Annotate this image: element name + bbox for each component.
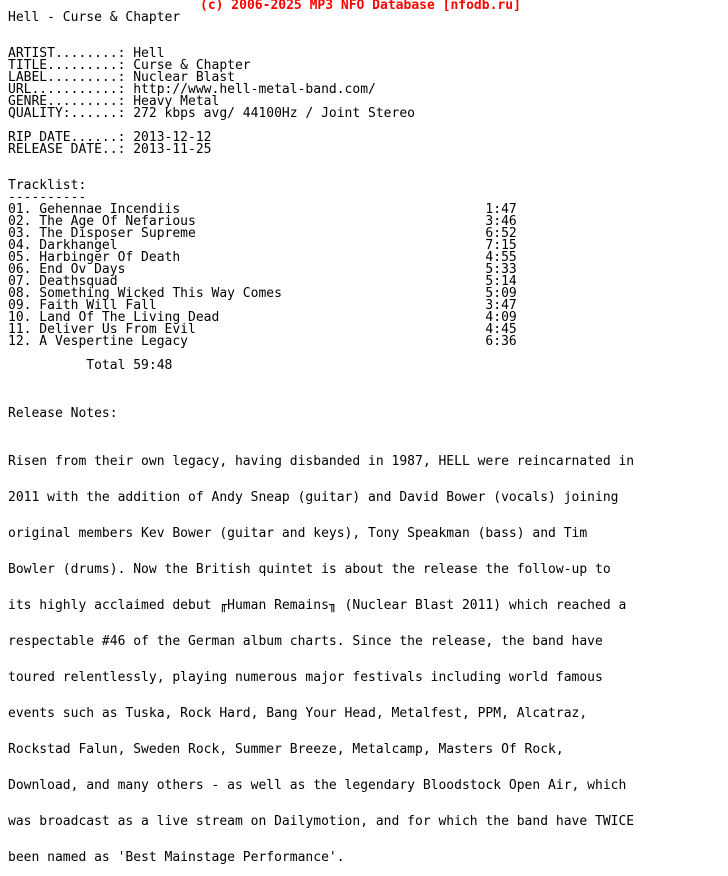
release-notes-heading: Release Notes: bbox=[8, 406, 118, 421]
track-row: 12. A Vespertine Legacy 6:36 bbox=[8, 334, 517, 349]
track-row: 07. Deathsquad 5:14 bbox=[8, 274, 517, 289]
artist-line: ARTIST........: Hell bbox=[8, 46, 165, 61]
genre-line: GENRE.........: Heavy Metal bbox=[8, 94, 220, 109]
track-row: 02. The Age Of Nefarious 3:46 bbox=[8, 214, 517, 229]
release-notes-line: Risen from their own legacy, having disbanded in 1987, HELL were reincarnated in bbox=[8, 454, 635, 469]
release-notes-body bbox=[8, 432, 634, 876]
tracklist-heading: Tracklist: bbox=[8, 178, 87, 193]
release-notes-line: Rockstad Falun, Sweden Rock, Summer Breeze, Metalcamp, Masters Of Rock, bbox=[8, 742, 564, 757]
track-row: 04. Darkhangel 7:15 bbox=[8, 238, 517, 253]
release-date-line: RELEASE DATE..: 2013-11-25 bbox=[8, 142, 212, 157]
quality-line: QUALITY:......: 272 kbps avg/ 44100Hz / Joint Stereo bbox=[8, 106, 415, 121]
release-notes-line: toured relentlessly, playing numerous major festivals including world famous bbox=[8, 670, 603, 685]
release-notes-line: respectable #46 of the German album charts. Since the release, the band have bbox=[8, 634, 603, 649]
track-list bbox=[8, 204, 517, 348]
release-notes-line: events such as Tuska, Rock Hard, Bang Your Head, Metalfest, PPM, Alcatraz, bbox=[8, 706, 588, 721]
release-notes-line: its highly acclaimed debut ╓Human Remains╖ (Nuclear Blast 2011) which reached a bbox=[8, 598, 627, 613]
track-row: 10. Land Of The Living Dead 4:09 bbox=[8, 310, 517, 325]
total-time: Total 59:48 bbox=[8, 358, 173, 373]
track-row: 08. Something Wicked This Way Comes 5:09 bbox=[8, 286, 517, 301]
release-notes-line: been named as 'Best Mainstage Performance'. bbox=[8, 850, 345, 865]
page-title: Hell - Curse & Chapter bbox=[8, 10, 181, 25]
release-notes-line: 2011 with the addition of Andy Sneap (guitar) and David Bower (vocals) joining bbox=[8, 490, 619, 505]
track-row: 11. Deliver Us From Evil 4:45 bbox=[8, 322, 517, 337]
track-row: 01. Gehennae Incendiis 1:47 bbox=[8, 202, 517, 217]
track-row: 05. Harbinger Of Death 4:55 bbox=[8, 250, 517, 265]
rip-date-line: RIP DATE......: 2013-12-12 bbox=[8, 130, 212, 145]
release-notes-line: Download, and many others - as well as the legendary Bloodstock Open Air, which bbox=[8, 778, 627, 793]
track-row: 03. The Disposer Supreme 6:52 bbox=[8, 226, 517, 241]
release-notes-line: Bowler (drums). Now the British quintet is about the release the follow-up to bbox=[8, 562, 611, 577]
release-notes-line: was broadcast as a live stream on Dailymotion, and for which the band have TWICE bbox=[8, 814, 635, 829]
track-row: 09. Faith Will Fall 3:47 bbox=[8, 298, 517, 313]
tracklist-underline: ---------- bbox=[8, 190, 87, 205]
copyright-banner: (c) 2006-2025 MP3 NFO Database [nfodb.ru] bbox=[200, 0, 521, 13]
label-line: LABEL.........: Nuclear Blast bbox=[8, 70, 235, 85]
title-line: TITLE.........: Curse & Chapter bbox=[8, 58, 251, 73]
release-notes-line: original members Kev Bower (guitar and keys), Tony Speakman (bass) and Tim bbox=[8, 526, 588, 541]
url-line: URL...........: http://www.hell-metal-band.com/ bbox=[8, 82, 376, 97]
track-row: 06. End Ov Days 5:33 bbox=[8, 262, 517, 277]
